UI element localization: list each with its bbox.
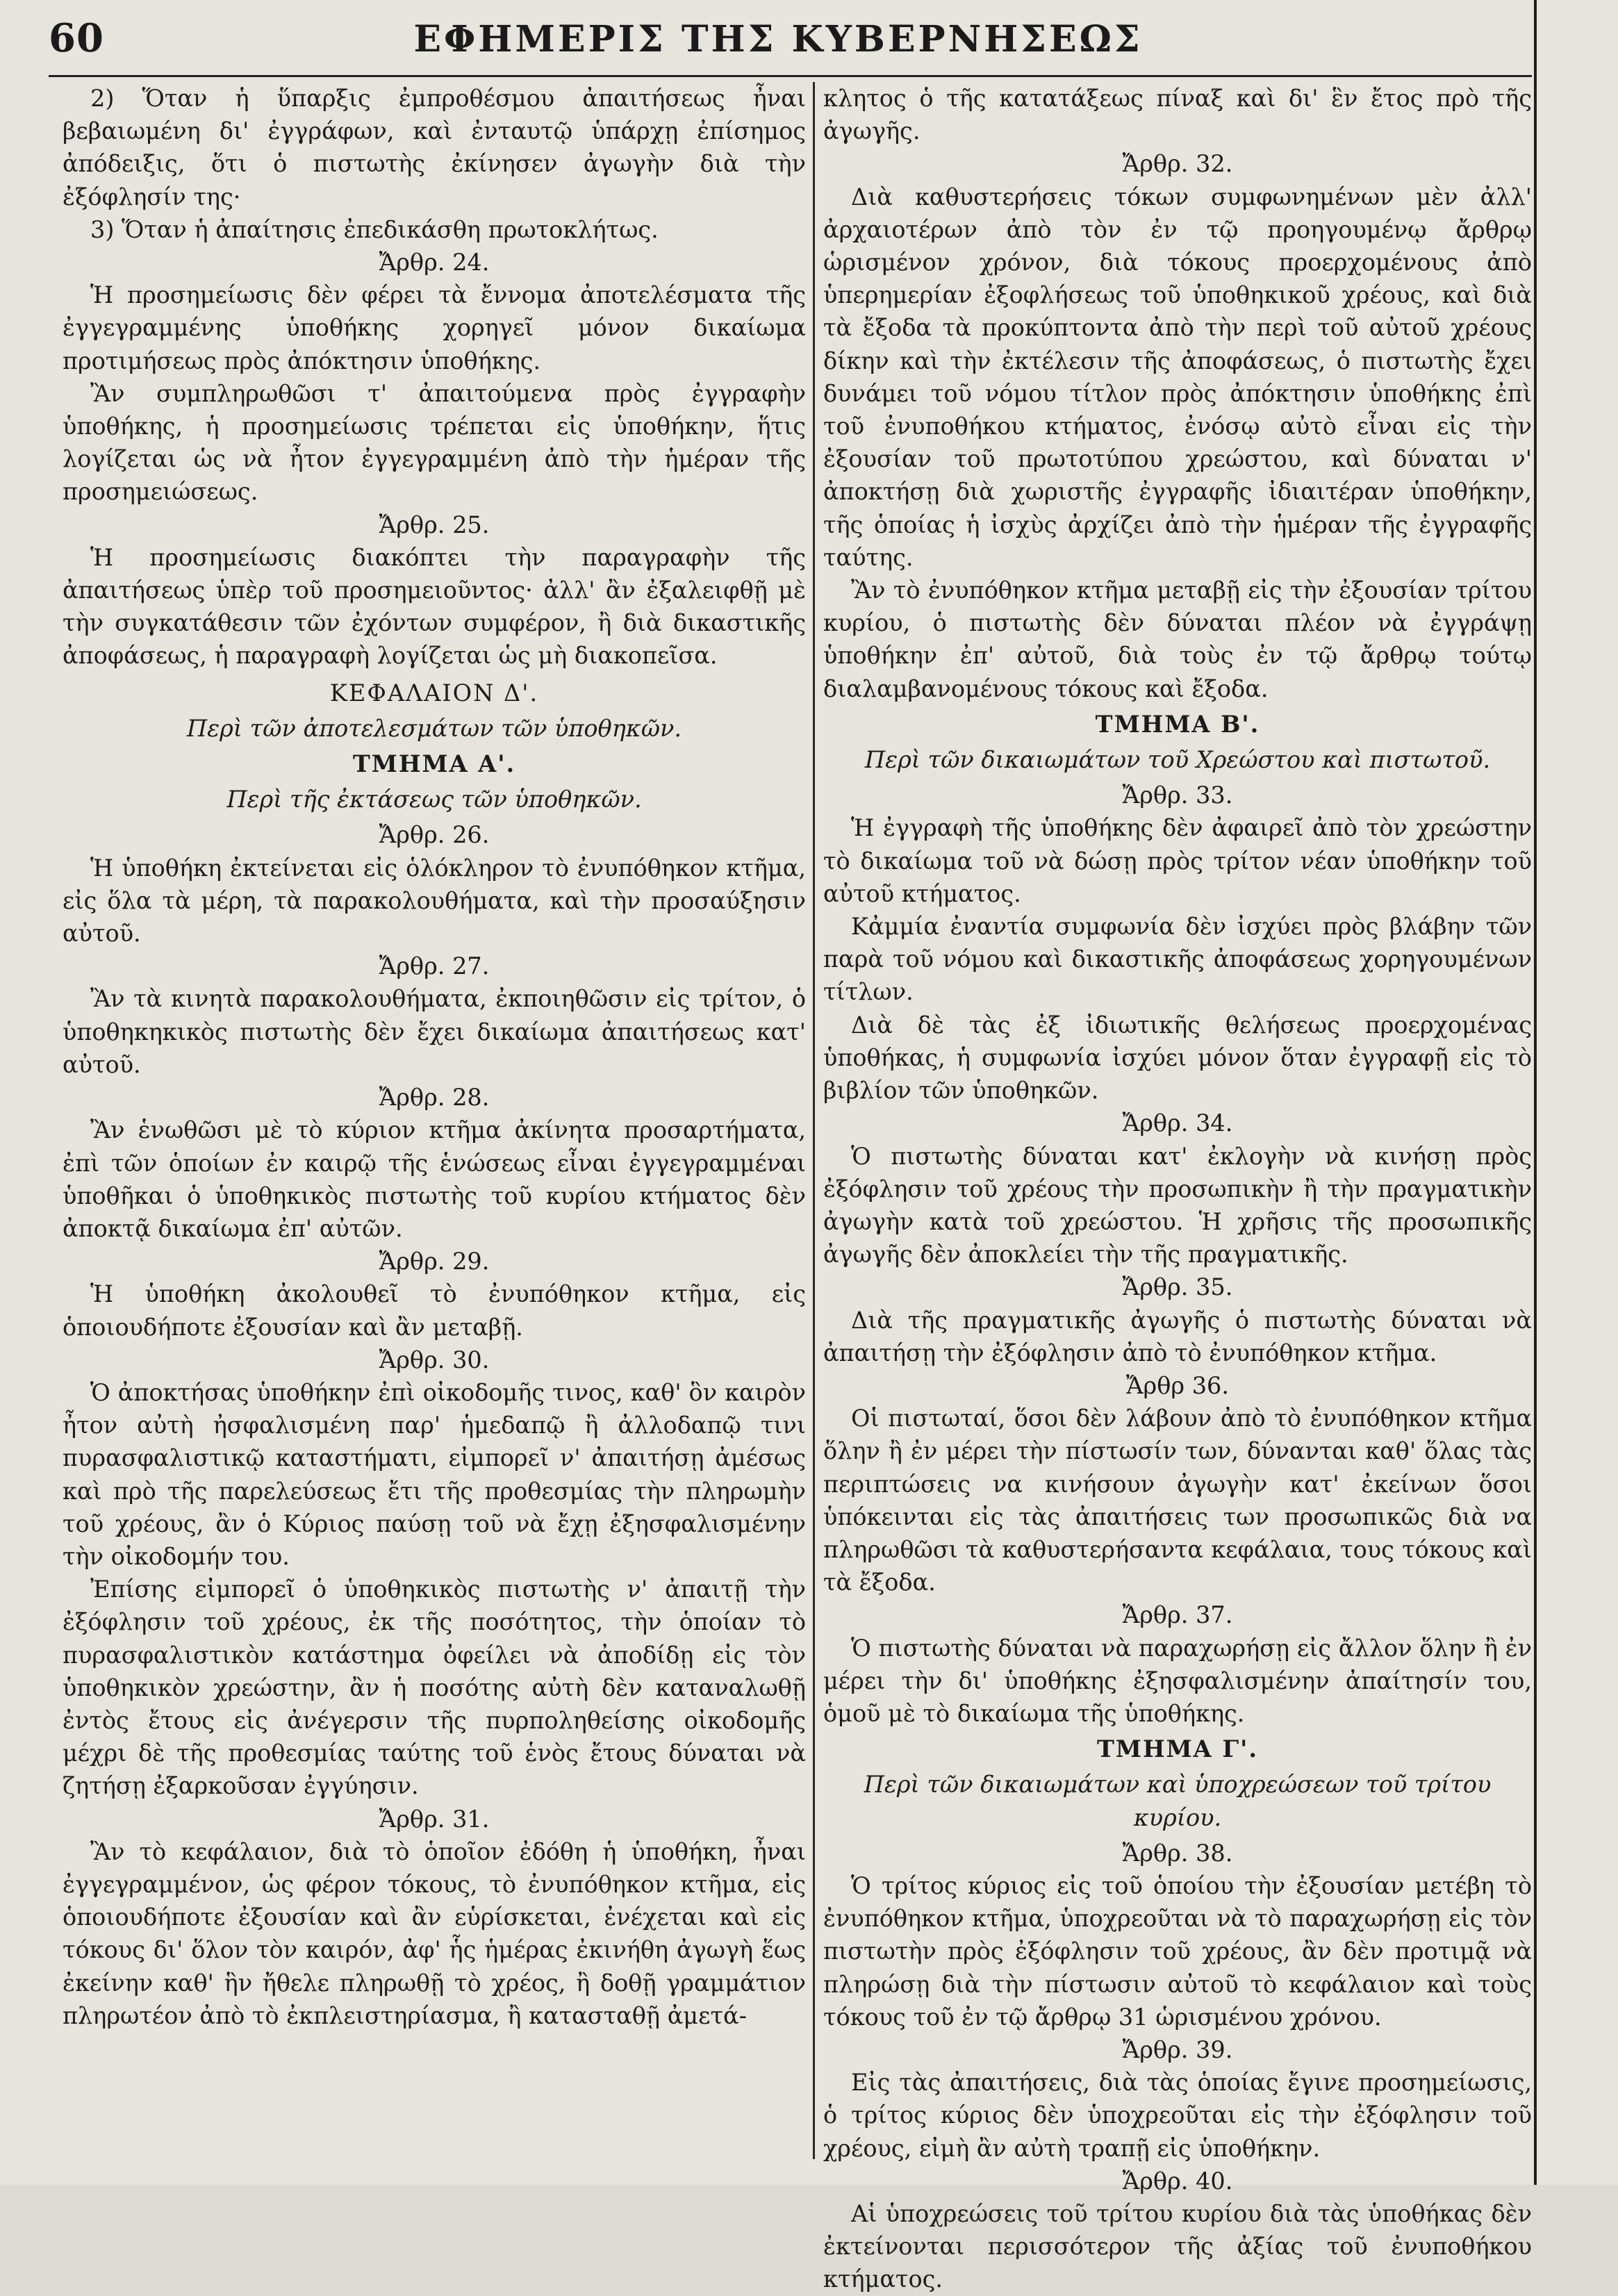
paragraph: Ὁ πιστωτὴς δύναται κατ' ἐκλογὴν νὰ κινήσῃ πρὸς ἐξόφλησιν τοῦ χρέους τὴν προσωπικὴν ἢ τὴν πραγματικὴν ἀγωγὴν κατὰ τοῦ χρεώστου. Ἡ χρῆσις τῆς προσωπικῆς ἀγωγῆς δὲν ἀποκλείει τὴν τῆς πραγματικῆς. — [823, 1142, 1532, 1269]
paragraph: Ὁ πιστωτὴς δύναται νὰ παραχωρήσῃ εἰς ἄλλον ὅλην ἢ ἐν μέρει τὴν δι' ὑποθήκης ἐξησφαλισμένην ἀπαίτησίν του, ὁμοῦ μὲ τὸ δικαίωμα τῆς ὑποθήκης. — [823, 1634, 1532, 1727]
paragraph: Ἂν ἑνωθῶσι μὲ τὸ κύριον κτῆμα ἀκίνητα προσαρτήματα, ἐπὶ τῶν ὁποίων ἐν καιρῷ τῆς ἑνώσεως εἶναι ἐγγεγραμμέναι ὑποθῆκαι ὁ ὑποθηκικὸς πιστωτὴς τοῦ κυρίου κτήματος δὲν ἀποκτᾷ δικαίωμα ἐπ' αὐτῶν. — [63, 1116, 806, 1242]
page-header — [49, 15, 1508, 65]
article-heading: Ἄρθρ. 38. — [1122, 1839, 1233, 1867]
section-heading: ΤΜΗΜΑ Α'. — [352, 750, 516, 778]
article-heading: Ἄρθρ. 34. — [1122, 1109, 1233, 1137]
article-heading: Ἄρθρ. 35. — [1122, 1273, 1233, 1301]
article-heading: Ἄρθρ 36. — [1125, 1371, 1230, 1399]
paragraph: 3) Ὅταν ἡ ἀπαίτησις ἐπεδικάσθη πρωτοκλήτως. — [90, 215, 659, 243]
paragraph: Αἱ ὑποχρεώσεις τοῦ τρίτου κυρίου διὰ τὰς ὑποθήκας δὲν ἐκτείνονται περισσότερον τῆς ἀξίας τοῦ ἐνυποθήκου κτήματος. — [823, 2200, 1532, 2293]
paragraph: Ἡ προσημείωσις διακόπτει τὴν παραγραφὴν τῆς ἀπαιτήσεως ὑπὲρ τοῦ προσημειοῦντος· ἀλλ' ἂν ἐξαλειφθῇ μὲ τὴν συγκατάθεσιν τῶν ἐχόντων συμφέρον, ἢ διὰ δικαστικῆς ἀποφάσεως, ἡ παραγραφὴ λογίζεται ὡς μὴ διακοπεῖσα. — [63, 543, 806, 670]
article-heading: Ἄρθρ. 27. — [379, 952, 490, 980]
paragraph: Οἱ πιστωταί, ὅσοι δὲν λάβουν ἀπὸ τὸ ἐνυπόθηκον κτῆμα ὅλην ἢ ἐν μέρει τὴν πίστωσίν των, δύνανται καθ' ὅλας τὰς περιπτώσεις να κινήσουν ἀγωγὴν κατ' ἐκείνων ὅσοι ὑπόκεινται εἰς τὰς ἀπαιτήσεις των προσωπικῶς διὰ να πληρωθῶσι τὰ καθυστερήσαντα κεφάλαια, τους τόκους καὶ τὰ ἔξοδα. — [823, 1405, 1532, 1596]
article-heading: Ἄρθρ. 37. — [1122, 1601, 1233, 1629]
section-subtitle: Περὶ τῆς ἐκτάσεως τῶν ὑποθηκῶν. — [226, 786, 642, 813]
page-title: ΕΦΗΜΕΡΙΣ ΤΗΣ ΚΥΒΕΡΝΗΣΕΩΣ — [413, 18, 1143, 60]
paragraph: Εἰς τὰς ἀπαιτήσεις, διὰ τὰς ὁποίας ἔγινε προσημείωσις, ὁ τρίτος κύριος δὲν ὑποχρεοῦται εἰς τὴν ἐξόφλησιν τοῦ χρέους, εἰμὴ ἂν αὐτὴ τραπῇ εἰς ὑποθήκην. — [823, 2069, 1532, 2162]
paragraph: Ἂν τὸ ἐνυπόθηκον κτῆμα μεταβῇ εἰς τὴν ἐξουσίαν τρίτου κυρίου, ὁ πιστωτὴς δὲν δύναται πλέον νὰ ἐγγράψῃ ὑποθήκην ἐπ' αὐτοῦ, διὰ τοὺς ἐν τῷ ἄρθρῳ τούτῳ διαλαμβανομένους τόκους καὶ ἔξοδα. — [823, 577, 1532, 702]
chapter-heading: ΚΕΦΑΛΑΙΟΝ Δ'. — [329, 679, 539, 707]
paragraph: Διὰ δὲ τὰς ἐξ ἰδιωτικῆς θελήσεως προερχομένας ὑποθήκας, ἡ συμφωνία ἰσχύει μόνον ὅταν ἐγγραφῇ εἰς τὸ βιβλίον τῶν ὑποθηκῶν. — [823, 1011, 1532, 1105]
article-heading: Ἄρθρ. 31. — [379, 1805, 490, 1833]
paragraph: κλητος ὁ τῆς κατατάξεως πίναξ καὶ δι' ἓν ἔτος πρὸ τῆς ἀγωγῆς. — [823, 85, 1532, 145]
section-heading: ΤΜΗΜΑ Γ'. — [1096, 1735, 1259, 1763]
header-rule — [49, 75, 1532, 77]
paragraph: Διὰ τῆς πραγματικῆς ἀγωγῆς ὁ πιστωτὴς δύναται νὰ ἀπαιτήσῃ τὴν ἐξόφλησιν ἀπὸ τὸ ἐνυπόθηκον κτῆμα. — [823, 1306, 1532, 1366]
paragraph: Κἀμμία ἐναντία συμφωνία δὲν ἰσχύει πρὸς βλάβην τῶν παρὰ τοῦ νόμου καὶ δικαστικῆς ἀποφάσεως χορηγουμένων τίτλων. — [823, 913, 1532, 1006]
article-heading: Ἄρθρ. 28. — [379, 1084, 490, 1112]
paragraph: Ὁ τρίτος κύριος εἰς τοῦ ὁποίου τὴν ἐξουσίαν μετέβη τὸ ἐνυπόθηκον κτῆμα, ὑποχρεοῦται νὰ τὸ παραχωρήσῃ εἰς τὸν πιστωτὴν πρὸς ἐξόφλησιν τοῦ χρέους, ἂν δὲν προτιμᾷ νὰ πληρώσῃ διὰ τὴν πίστωσιν αὐτοῦ τὸ κεφάλαιον καὶ τοὺς τόκους τοῦ ἐν τῷ ἄρθρῳ 31 ὡρισμένου χρόνου. — [823, 1872, 1532, 2031]
paragraph: Ἡ ἐγγραφὴ τῆς ὑποθήκης δὲν ἀφαιρεῖ ἀπὸ τὸν χρεώστην τὸ δικαίωμα τοῦ νὰ δώσῃ πρὸς τρίτον νέαν ὑποθήκην τοῦ αὐτοῦ κτήματος. — [823, 814, 1532, 907]
paragraph: Ἡ ὑποθήκη ἀκολουθεῖ τὸ ἐνυπόθηκον κτῆμα, εἰς ὁποιουδήποτε ἐξουσίαν καὶ ἂν μεταβῇ. — [63, 1280, 806, 1341]
article-heading: Ἄρθρ. 39. — [1122, 2035, 1233, 2063]
article-heading: Ἄρθρ. 26. — [379, 821, 490, 849]
article-heading: Ἄρθρ. 30. — [379, 1346, 490, 1373]
article-heading: Ἄρθρ. 24. — [379, 249, 490, 276]
paragraph: Διὰ καθυστερήσεις τόκων συμφωνημένων μὲν ἀλλ' ἀρχαιοτέρων ἀπὸ τὸν ἐν τῷ προηγουμένῳ ἄρθρῳ ὡρισμένον χρόνον, διὰ τόκους προερχομένους ἀπὸ ὑπερημερίαν ἐξοφλήσεως τοῦ ὑποθηκικοῦ χρέους, καὶ διὰ τὰ ἔξοδα τὰ προκύπτοντα ἀπὸ τὴν περὶ τοῦ αὐτοῦ χρέους δίκην καὶ τὴν ἐκτέλεσιν τῆς ἀποφάσεως, ὁ πιστωτὴς ἔχει δυνάμει τοῦ νόμου τίτλον πρὸς ἀπόκτησιν ὑποθήκης ἐπὶ τοῦ ἐνυποθήκου κτήματος, ἐνόσῳ αὐτὸ εἶναι εἰς τὴν ἐξουσίαν τοῦ πρωτοτύπου χρεώστου, καὶ δύναται ν' ἀποκτήσῃ διὰ χωριστῆς ἐγγραφῆς ἰδιαιτέραν ὑποθήκην, τῆς ὁποίας ἡ ἰσχὺς ἀρχίζει ἀπὸ τὴν ἡμέραν τῆς ἐγγραφῆς ταύτης. — [823, 183, 1532, 571]
article-heading: Ἄρθρ. 32. — [1122, 150, 1233, 178]
page-edge-rule — [1534, 0, 1537, 2185]
section-subtitle: Περὶ τῶν δικαιωμάτων καὶ ὑποχρεώσεων τοῦ τρίτου κυρίου. — [864, 1771, 1492, 1831]
paragraph: Ὁ ἀποκτήσας ὑποθήκην ἐπὶ οἰκοδομῆς τινος, καθ' ὃν καιρὸν ἦτον αὐτὴ ἠσφαλισμένη παρ' ἡμεδαπῷ ἢ ἀλλοδαπῷ τινι πυρασφαλιστικῷ καταστήματι, εἰμπορεῖ ν' ἀπαιτήσῃ ἀμέσως καὶ πρὸ τῆς παρελεύσεως ἔτι τῆς προθεσμίας τὴν πληρωμὴν τοῦ χρέους, ἂν ὁ Κύριος παύσῃ τοῦ νὰ ἔχῃ ἐξησφαλισμένην τὴν οἰκοδομήν του. — [63, 1378, 806, 1570]
right-column — [823, 82, 1532, 2293]
left-column — [63, 82, 806, 2159]
paragraph: Ἐπίσης εἰμπορεῖ ὁ ὑποθηκικὸς πιστωτὴς ν' ἀπαιτῇ τὴν ἐξόφλησιν τοῦ χρέους, ἐκ τῆς ποσότητος, τὴν ὁποίαν τὸ πυρασφαλιστικὸν κατάστημα ὀφείλει νὰ ἀποδίδῃ εἰς τὸν ὑποθηκικὸν χρεώστην, ἂν ἡ ποσότης αὐτὴ δὲν καταναλωθῇ ἐντὸς ἔτους εἰς ἀνέγερσιν τῆς πυρποληθείσης οἰκοδομῆς μέχρι δὲ τῆς προθεσμίας ταύτης τοῦ ἑνὸς ἔτους δύναται νὰ ζητήσῃ ἐξαρκοῦσαν ἐγγύησιν. — [63, 1576, 806, 1800]
paragraph: Ἂν τὰ κινητὰ παρακολουθήματα, ἐκποιηθῶσιν εἰς τρίτον, ὁ ὑποθηκηκικὸς πιστωτὴς δὲν ἔχει δικαίωμα ἀπαιτήσεως κατ' αὐτοῦ. — [63, 985, 806, 1078]
section-heading: ΤΜΗΜΑ Β'. — [1095, 710, 1260, 738]
article-heading: Ἄρθρ. 25. — [379, 511, 490, 538]
paragraph: Ἂν συμπληρωθῶσι τ' ἀπαιτούμενα πρὸς ἐγγραφὴν ὑποθήκης, ἡ προσημείωσις τρέπεται εἰς ὑποθήκην, ἥτις λογίζεται ὡς νὰ ἦτον ἐγγεγραμμένη ἀπὸ τὴν ἡμέραν τῆς προσημειώσεως. — [63, 379, 806, 506]
article-heading: Ἄρθρ. 29. — [379, 1248, 490, 1275]
page-number: 60 — [49, 15, 104, 61]
article-heading: Ἄρθρ. 33. — [1122, 782, 1233, 809]
section-subtitle: Περὶ τῶν δικαιωμάτων τοῦ Χρεώστου καὶ πιστωτοῦ. — [864, 746, 1491, 774]
chapter-subtitle: Περὶ τῶν ἀποτελεσμάτων τῶν ὑποθηκῶν. — [186, 714, 682, 742]
paragraph: 2) Ὅταν ἡ ὕπαρξις ἐμπροθέσμου ἀπαιτήσεως ἦναι βεβαιωμένη δι' ἐγγράφων, καὶ ἐνταυτῷ ὑπάρχῃ ἐπίσημος ἀπόδειξις, ὅτι ὁ πιστωτὴς ἐκίνησεν ἀγωγὴν διὰ τὴν ἐξόφλησίν της· — [63, 85, 806, 210]
paragraph: Ἂν τὸ κεφάλαιον, διὰ τὸ ὁποῖον ἐδόθη ἡ ὑποθήκη, ἦναι ἐγγεγραμμένον, ὡς φέρον τόκους, τὸ ἐνυπόθηκον κτῆμα, εἰς ὁποιουδήποτε ἐξουσίαν καὶ ἂν εὑρίσκεται, ἐνέχεται καὶ εἰς τόκους δι' ὅλον τὸν καιρόν, ἀφ' ἧς ἡμέρας ἐκινήθη ἀγωγὴ ἕως ἐκείνην καθ' ἣν ἤθελε πληρωθῇ τὸ χρέος, ἢ δοθῇ γραμμάτιον πληρωτέον ἀπὸ τὸ ἐκπλειστηρίασμα, ἢ κατασταθῇ ἀμετά- — [63, 1837, 806, 2029]
article-heading: Ἄρθρ. 40. — [1122, 2167, 1233, 2195]
paragraph: Ἡ ὑποθήκη ἐκτείνεται εἰς ὁλόκληρον τὸ ἐνυπόθηκον κτῆμα, εἰς ὅλα τὰ μέρη, τὰ παρακολουθήματα, καὶ τὴν προσαύξησιν αὐτοῦ. — [63, 854, 806, 948]
paragraph: Ἡ προσημείωσις δὲν φέρει τὰ ἔννομα ἀποτελέσματα τῆς ἐγγεγραμμένης ὑποθήκης χορηγεῖ μόνον δικαίωμα προτιμήσεως πρὸς ἀπόκτησιν ὑποθήκης. — [63, 281, 806, 374]
column-divider — [813, 82, 815, 2159]
